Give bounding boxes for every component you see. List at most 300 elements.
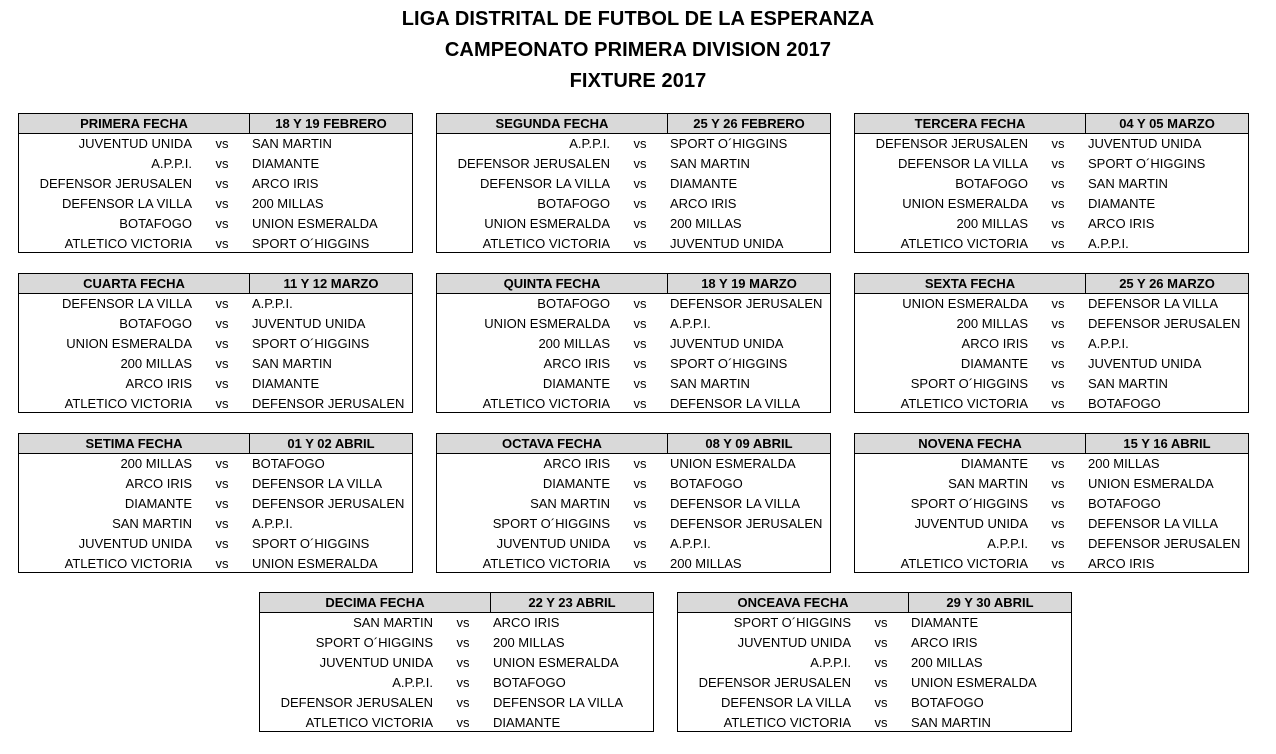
match-row (437, 194, 830, 214)
match-row (260, 713, 653, 733)
home-team: BOTAFOGO (119, 216, 192, 231)
vs-label: vs (633, 176, 647, 191)
fixture-table (18, 113, 413, 253)
home-team: DIAMANTE (542, 476, 610, 491)
home-team: UNION ESMERALDA (902, 196, 1028, 211)
match-row (437, 154, 830, 174)
away-team: JUVENTUD UNIDA (252, 316, 366, 331)
fixture-header (437, 114, 830, 134)
vs-label: vs (1051, 136, 1065, 151)
round-date: 29 Y 30 ABRIL (946, 595, 1034, 610)
home-team: ATLETICO VICTORIA (900, 236, 1028, 251)
away-team: DIAMANTE (1088, 196, 1156, 211)
match-row (260, 693, 653, 713)
match-row (19, 334, 412, 354)
match-row (437, 174, 830, 194)
fixture-title: FIXTURE 2017 (569, 70, 707, 92)
away-team: DEFENSOR JERUSALEN (670, 296, 823, 311)
document-header (0, 4, 1276, 97)
match-row (437, 314, 830, 334)
away-team: UNION ESMERALDA (252, 216, 378, 231)
vs-label: vs (633, 396, 647, 411)
home-team: UNION ESMERALDA (66, 336, 192, 351)
vs-label: vs (1051, 216, 1065, 231)
away-team: UNION ESMERALDA (493, 655, 619, 670)
home-team: UNION ESMERALDA (902, 296, 1028, 311)
vs-label: vs (215, 336, 229, 351)
vs-label: vs (215, 516, 229, 531)
vs-label: vs (633, 336, 647, 351)
match-row (437, 554, 830, 574)
match-row (437, 534, 830, 554)
fixture-header (855, 434, 1248, 454)
vs-label: vs (633, 156, 647, 171)
away-team: DIAMANTE (911, 615, 979, 630)
home-team: DEFENSOR LA VILLA (479, 176, 610, 191)
match-row (260, 613, 653, 633)
home-team: SPORT O´HIGGINS (910, 496, 1028, 511)
vs-label: vs (633, 516, 647, 531)
home-team: 200 MILLAS (956, 216, 1028, 231)
match-row (437, 474, 830, 494)
home-team: DIAMANTE (960, 456, 1028, 471)
fixture-table (436, 273, 831, 413)
match-row (19, 354, 412, 374)
vs-label: vs (215, 456, 229, 471)
home-team: ATLETICO VICTORIA (900, 556, 1028, 571)
away-team: DEFENSOR LA VILLA (670, 496, 801, 511)
home-team: 200 MILLAS (120, 356, 192, 371)
away-team: JUVENTUD UNIDA (670, 236, 784, 251)
vs-label: vs (1051, 456, 1065, 471)
match-row (19, 494, 412, 514)
away-team: BOTAFOGO (1088, 496, 1161, 511)
home-team: ARCO IRIS (961, 336, 1028, 351)
round-date: 04 Y 05 MARZO (1119, 116, 1215, 131)
home-team: UNION ESMERALDA (484, 316, 610, 331)
away-team: A.P.P.I. (670, 536, 711, 551)
away-team: BOTAFOGO (252, 456, 325, 471)
vs-label: vs (215, 536, 229, 551)
vs-label: vs (1051, 236, 1065, 251)
match-row (855, 514, 1248, 534)
away-team: DEFENSOR LA VILLA (1088, 296, 1219, 311)
home-team: A.P.P.I. (392, 675, 433, 690)
round-name: PRIMERA FECHA (19, 114, 250, 133)
home-team: BOTAFOGO (119, 316, 192, 331)
round-name: ONCEAVA FECHA (678, 593, 909, 612)
away-team: SAN MARTIN (911, 715, 991, 730)
vs-label: vs (633, 456, 647, 471)
vs-label: vs (1051, 396, 1065, 411)
home-team: ARCO IRIS (543, 356, 610, 371)
away-team: DEFENSOR LA VILLA (493, 695, 624, 710)
away-team: UNION ESMERALDA (252, 556, 378, 571)
vs-label: vs (874, 655, 888, 670)
home-team: DEFENSOR LA VILLA (61, 196, 192, 211)
match-row (19, 554, 412, 574)
home-team: JUVENTUD UNIDA (737, 635, 851, 650)
away-team: SPORT O´HIGGINS (670, 356, 788, 371)
away-team: UNION ESMERALDA (911, 675, 1037, 690)
away-team: DEFENSOR LA VILLA (670, 396, 801, 411)
away-team: JUVENTUD UNIDA (1088, 136, 1202, 151)
match-row (437, 214, 830, 234)
vs-label: vs (456, 615, 470, 630)
vs-label: vs (1051, 316, 1065, 331)
away-team: DIAMANTE (670, 176, 738, 191)
vs-label: vs (874, 635, 888, 650)
match-row (678, 673, 1071, 693)
vs-label: vs (633, 356, 647, 371)
home-team: ATLETICO VICTORIA (723, 715, 851, 730)
round-date: 25 Y 26 FEBRERO (693, 116, 805, 131)
round-name: OCTAVA FECHA (437, 434, 668, 453)
match-row (678, 653, 1071, 673)
match-row (437, 394, 830, 414)
away-team: SPORT O´HIGGINS (252, 536, 370, 551)
match-row (437, 454, 830, 474)
away-team: SAN MARTIN (1088, 376, 1168, 391)
away-team: SPORT O´HIGGINS (252, 336, 370, 351)
away-team: SAN MARTIN (1088, 176, 1168, 191)
home-team: DIAMANTE (542, 376, 610, 391)
match-row (855, 334, 1248, 354)
home-team: BOTAFOGO (537, 296, 610, 311)
vs-label: vs (633, 236, 647, 251)
round-name: QUINTA FECHA (437, 274, 668, 293)
match-row (19, 454, 412, 474)
vs-label: vs (456, 715, 470, 730)
home-team: DEFENSOR LA VILLA (61, 296, 192, 311)
vs-label: vs (633, 216, 647, 231)
home-team: A.P.P.I. (987, 536, 1028, 551)
vs-label: vs (633, 476, 647, 491)
home-team: DIAMANTE (124, 496, 192, 511)
fixture-table (854, 433, 1249, 573)
away-team: ARCO IRIS (1088, 216, 1155, 231)
round-date: 11 Y 12 MARZO (283, 276, 379, 291)
away-team: ARCO IRIS (670, 196, 737, 211)
match-row (855, 314, 1248, 334)
home-team: ATLETICO VICTORIA (64, 236, 192, 251)
away-team: 200 MILLAS (493, 635, 565, 650)
home-team: SAN MARTIN (530, 496, 610, 511)
match-row (855, 474, 1248, 494)
away-team: A.P.P.I. (252, 296, 293, 311)
home-team: 200 MILLAS (120, 456, 192, 471)
match-row (678, 713, 1071, 733)
away-team: SPORT O´HIGGINS (670, 136, 788, 151)
away-team: SPORT O´HIGGINS (1088, 156, 1206, 171)
match-row (855, 554, 1248, 574)
vs-label: vs (633, 376, 647, 391)
fixture-table (854, 273, 1249, 413)
vs-label: vs (215, 396, 229, 411)
vs-label: vs (633, 496, 647, 511)
vs-label: vs (215, 176, 229, 191)
vs-label: vs (215, 296, 229, 311)
match-row (260, 633, 653, 653)
match-row (437, 294, 830, 314)
away-team: ARCO IRIS (911, 635, 978, 650)
match-row (678, 633, 1071, 653)
round-name: DECIMA FECHA (260, 593, 491, 612)
away-team: DEFENSOR JERUSALEN (1088, 316, 1241, 331)
home-team: SAN MARTIN (112, 516, 192, 531)
match-row (855, 454, 1248, 474)
vs-label: vs (215, 236, 229, 251)
vs-label: vs (874, 715, 888, 730)
match-row (19, 294, 412, 314)
round-date: 18 Y 19 FEBRERO (275, 116, 387, 131)
home-team: 200 MILLAS (538, 336, 610, 351)
home-team: A.P.P.I. (151, 156, 192, 171)
championship-title: CAMPEONATO PRIMERA DIVISION 2017 (444, 39, 832, 61)
match-row (855, 174, 1248, 194)
vs-label: vs (1051, 176, 1065, 191)
match-row (855, 354, 1248, 374)
home-team: A.P.P.I. (810, 655, 851, 670)
vs-label: vs (215, 476, 229, 491)
match-row (855, 194, 1248, 214)
home-team: JUVENTUD UNIDA (78, 136, 192, 151)
match-row (19, 214, 412, 234)
away-team: SAN MARTIN (670, 156, 750, 171)
vs-label: vs (1051, 296, 1065, 311)
match-row (19, 394, 412, 414)
match-row (260, 673, 653, 693)
away-team: A.P.P.I. (1088, 236, 1129, 251)
fixture-table (259, 592, 654, 732)
away-team: DIAMANTE (493, 715, 561, 730)
home-team: ATLETICO VICTORIA (482, 236, 610, 251)
away-team: ARCO IRIS (252, 176, 319, 191)
vs-label: vs (215, 316, 229, 331)
vs-label: vs (215, 496, 229, 511)
away-team: DEFENSOR JERUSALEN (1088, 536, 1241, 551)
fixture-header (855, 114, 1248, 134)
fixture-header (19, 114, 412, 134)
away-team: A.P.P.I. (1088, 336, 1129, 351)
vs-label: vs (633, 296, 647, 311)
match-row (437, 334, 830, 354)
away-team: BOTAFOGO (493, 675, 566, 690)
home-team: ATLETICO VICTORIA (64, 556, 192, 571)
home-team: BOTAFOGO (955, 176, 1028, 191)
home-team: SAN MARTIN (948, 476, 1028, 491)
fixture-table (677, 592, 1072, 732)
home-team: SPORT O´HIGGINS (315, 635, 433, 650)
match-row (19, 174, 412, 194)
match-row (437, 134, 830, 154)
away-team: 200 MILLAS (670, 556, 742, 571)
away-team: 200 MILLAS (252, 196, 324, 211)
vs-label: vs (1051, 476, 1065, 491)
match-row (19, 154, 412, 174)
home-team: A.P.P.I. (569, 136, 610, 151)
vs-label: vs (874, 675, 888, 690)
away-team: DEFENSOR LA VILLA (252, 476, 383, 491)
away-team: ARCO IRIS (493, 615, 560, 630)
fixture-table (436, 113, 831, 253)
vs-label: vs (1051, 196, 1065, 211)
home-team: ATLETICO VICTORIA (482, 556, 610, 571)
away-team: DIAMANTE (252, 156, 320, 171)
vs-label: vs (1051, 356, 1065, 371)
fixture-table (436, 433, 831, 573)
vs-label: vs (1051, 156, 1065, 171)
vs-label: vs (215, 196, 229, 211)
home-team: DIAMANTE (960, 356, 1028, 371)
round-date: 22 Y 23 ABRIL (528, 595, 616, 610)
match-row (855, 394, 1248, 414)
round-date: 15 Y 16 ABRIL (1123, 436, 1211, 451)
vs-label: vs (1051, 556, 1065, 571)
match-row (678, 613, 1071, 633)
vs-label: vs (1051, 496, 1065, 511)
home-team: ARCO IRIS (125, 376, 192, 391)
match-row (855, 234, 1248, 254)
home-team: SPORT O´HIGGINS (733, 615, 851, 630)
match-row (437, 494, 830, 514)
home-team: DEFENSOR JERUSALEN (280, 695, 433, 710)
match-row (437, 374, 830, 394)
vs-label: vs (215, 356, 229, 371)
home-team: DEFENSOR JERUSALEN (875, 136, 1028, 151)
away-team: DEFENSOR JERUSALEN (670, 516, 823, 531)
fixture-header (19, 274, 412, 294)
match-row (19, 514, 412, 534)
match-row (19, 314, 412, 334)
away-team: DEFENSOR LA VILLA (1088, 516, 1219, 531)
vs-label: vs (1051, 376, 1065, 391)
vs-label: vs (874, 615, 888, 630)
home-team: ATLETICO VICTORIA (64, 396, 192, 411)
fixture-header (19, 434, 412, 454)
away-team: SPORT O´HIGGINS (252, 236, 370, 251)
vs-label: vs (633, 136, 647, 151)
home-team: ARCO IRIS (125, 476, 192, 491)
away-team: BOTAFOGO (911, 695, 984, 710)
fixture-table (18, 433, 413, 573)
fixture-table (854, 113, 1249, 253)
match-row (437, 234, 830, 254)
round-date: 25 Y 26 MARZO (1119, 276, 1215, 291)
match-row (855, 294, 1248, 314)
match-row (19, 234, 412, 254)
match-row (19, 474, 412, 494)
away-team: UNION ESMERALDA (670, 456, 796, 471)
round-name: SEXTA FECHA (855, 274, 1086, 293)
home-team: DEFENSOR JERUSALEN (457, 156, 610, 171)
away-team: A.P.P.I. (252, 516, 293, 531)
round-date: 18 Y 19 MARZO (701, 276, 797, 291)
fixture-header (437, 274, 830, 294)
home-team: SPORT O´HIGGINS (910, 376, 1028, 391)
away-team: 200 MILLAS (670, 216, 742, 231)
vs-label: vs (215, 216, 229, 231)
away-team: 200 MILLAS (1088, 456, 1160, 471)
vs-label: vs (633, 536, 647, 551)
match-row (19, 194, 412, 214)
vs-label: vs (633, 556, 647, 571)
home-team: DEFENSOR LA VILLA (720, 695, 851, 710)
vs-label: vs (456, 655, 470, 670)
round-date: 08 Y 09 ABRIL (705, 436, 793, 451)
fixture-header (678, 593, 1071, 613)
vs-label: vs (215, 376, 229, 391)
home-team: ARCO IRIS (543, 456, 610, 471)
home-team: BOTAFOGO (537, 196, 610, 211)
round-name: SETIMA FECHA (19, 434, 250, 453)
vs-label: vs (633, 316, 647, 331)
fixture-table (18, 273, 413, 413)
home-team: SAN MARTIN (353, 615, 433, 630)
away-team: ARCO IRIS (1088, 556, 1155, 571)
match-row (19, 374, 412, 394)
away-team: SAN MARTIN (670, 376, 750, 391)
vs-label: vs (215, 556, 229, 571)
away-team: JUVENTUD UNIDA (670, 336, 784, 351)
round-name: NOVENA FECHA (855, 434, 1086, 453)
round-date: 01 Y 02 ABRIL (287, 436, 375, 451)
home-team: ATLETICO VICTORIA (900, 396, 1028, 411)
fixture-header (260, 593, 653, 613)
vs-label: vs (1051, 516, 1065, 531)
round-name: SEGUNDA FECHA (437, 114, 668, 133)
round-name: CUARTA FECHA (19, 274, 250, 293)
home-team: JUVENTUD UNIDA (78, 536, 192, 551)
home-team: DEFENSOR JERUSALEN (39, 176, 192, 191)
away-team: UNION ESMERALDA (1088, 476, 1214, 491)
home-team: SPORT O´HIGGINS (492, 516, 610, 531)
vs-label: vs (1051, 336, 1065, 351)
home-team: DEFENSOR LA VILLA (897, 156, 1028, 171)
match-row (19, 134, 412, 154)
away-team: SAN MARTIN (252, 136, 332, 151)
match-row (260, 653, 653, 673)
home-team: ATLETICO VICTORIA (482, 396, 610, 411)
match-row (855, 374, 1248, 394)
match-row (19, 534, 412, 554)
home-team: JUVENTUD UNIDA (914, 516, 1028, 531)
away-team: DIAMANTE (252, 376, 320, 391)
vs-label: vs (1051, 536, 1065, 551)
match-row (678, 693, 1071, 713)
league-title: LIGA DISTRITAL DE FUTBOL DE LA ESPERANZA (401, 8, 875, 30)
away-team: JUVENTUD UNIDA (1088, 356, 1202, 371)
vs-label: vs (215, 156, 229, 171)
match-row (855, 154, 1248, 174)
fixture-header (437, 434, 830, 454)
home-team: ATLETICO VICTORIA (305, 715, 433, 730)
home-team: UNION ESMERALDA (484, 216, 610, 231)
away-team: BOTAFOGO (670, 476, 743, 491)
vs-label: vs (456, 675, 470, 690)
fixture-header (855, 274, 1248, 294)
away-team: DEFENSOR JERUSALEN (252, 396, 405, 411)
match-row (855, 494, 1248, 514)
away-team: SAN MARTIN (252, 356, 332, 371)
away-team: 200 MILLAS (911, 655, 983, 670)
match-row (437, 514, 830, 534)
match-row (855, 534, 1248, 554)
away-team: A.P.P.I. (670, 316, 711, 331)
home-team: 200 MILLAS (956, 316, 1028, 331)
home-team: JUVENTUD UNIDA (496, 536, 610, 551)
match-row (855, 214, 1248, 234)
